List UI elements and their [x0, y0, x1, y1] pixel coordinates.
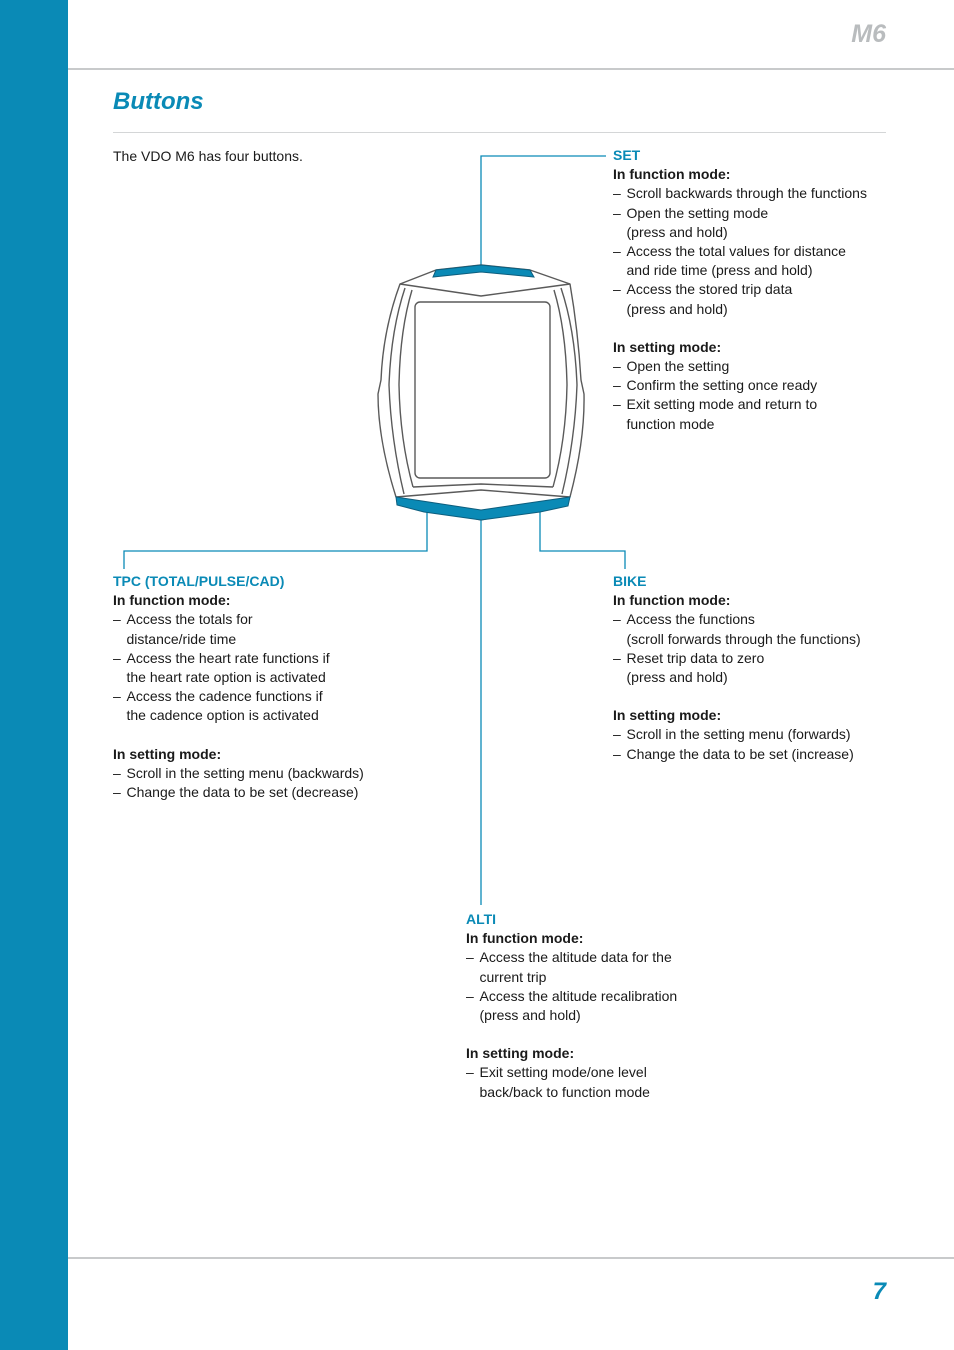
bike-function-heading: In function mode: [613, 592, 731, 609]
alti-heading: ALTI [466, 911, 497, 927]
list-item: – Access the totals for distance/ride time [113, 610, 413, 648]
list-item: – Access the altitude data for the current trip [466, 948, 766, 986]
bike-setting-heading: In setting mode: [613, 707, 722, 724]
list-item: – Access the stored trip data (press and hold) [613, 280, 913, 318]
cycle-computer-illustration [378, 265, 584, 520]
alti-function-heading: In function mode: [466, 930, 584, 947]
tpc-setting-heading: In setting mode: [113, 745, 222, 762]
list-item: – Scroll in the setting menu (forwards) [613, 725, 913, 744]
list-item: – Change the data to be set (decrease) [113, 783, 413, 802]
list-item: – Access the heart rate functions if the heart rate option is activated [113, 649, 413, 687]
list-item: – Access the cadence functions if the cadence option is activated [113, 687, 413, 725]
list-item: – Open the setting [613, 357, 913, 376]
list-item: – Access the altitude recalibration (press and hold) [466, 987, 766, 1025]
list-item: – Change the data to be set (increase) [613, 745, 913, 764]
intro-text: The VDO M6 has four buttons. [113, 148, 303, 164]
side-color-bar [0, 0, 68, 1350]
footer-divider [68, 1257, 954, 1259]
alti-setting-list [466, 1063, 766, 1101]
bike-description [613, 572, 913, 764]
device-screen [415, 302, 550, 478]
set-function-list [613, 184, 913, 318]
tpc-heading: TPC (TOTAL/PULSE/CAD) [113, 573, 285, 589]
set-heading: SET [613, 147, 641, 163]
list-item: – Open the setting mode (press and hold) [613, 204, 913, 242]
alti-description [466, 910, 766, 1102]
set-setting-list [613, 357, 913, 434]
device-inner-bezel-2 [399, 290, 567, 487]
set-setting-heading: In setting mode: [613, 338, 722, 355]
list-item: – Confirm the setting once ready [613, 376, 913, 395]
device-body-outline [378, 265, 584, 520]
list-item: – Scroll backwards through the functions [613, 184, 913, 203]
list-item: – Reset trip data to zero (press and hold) [613, 649, 913, 687]
set-callout-line [481, 156, 606, 268]
alti-button-shape [396, 497, 570, 520]
list-item: – Scroll in the setting menu (backwards) [113, 764, 413, 783]
tpc-description [113, 572, 413, 802]
tpc-callout-line [124, 508, 427, 569]
alti-function-list [466, 948, 766, 1025]
device-bottom-face [396, 484, 570, 497]
list-item: – Access the functions (scroll forwards through the functions) [613, 610, 913, 648]
header-divider [68, 68, 954, 70]
page-title: Buttons [113, 88, 204, 115]
page-number: 7 [872, 1278, 886, 1305]
list-item: – Exit setting mode/one level back/back to function mode [466, 1063, 766, 1101]
bike-function-list [613, 610, 913, 687]
model-label: M6 [851, 20, 886, 48]
tpc-function-heading: In function mode: [113, 592, 231, 609]
device-top-face [400, 284, 570, 296]
list-item: – Access the total values for distance and ride time (press and hold) [613, 242, 913, 280]
alti-setting-heading: In setting mode: [466, 1045, 575, 1062]
title-divider [113, 132, 886, 133]
bike-heading: BIKE [613, 573, 647, 589]
bike-setting-list [613, 725, 913, 763]
set-function-heading: In function mode: [613, 166, 731, 183]
tpc-function-list [113, 610, 413, 725]
set-button-shape [433, 265, 534, 277]
list-item: – Exit setting mode and return to function mode [613, 395, 913, 433]
device-inner-bezel [389, 288, 577, 494]
tpc-setting-list [113, 764, 413, 802]
set-description [613, 146, 913, 434]
bike-callout-line [540, 508, 625, 569]
